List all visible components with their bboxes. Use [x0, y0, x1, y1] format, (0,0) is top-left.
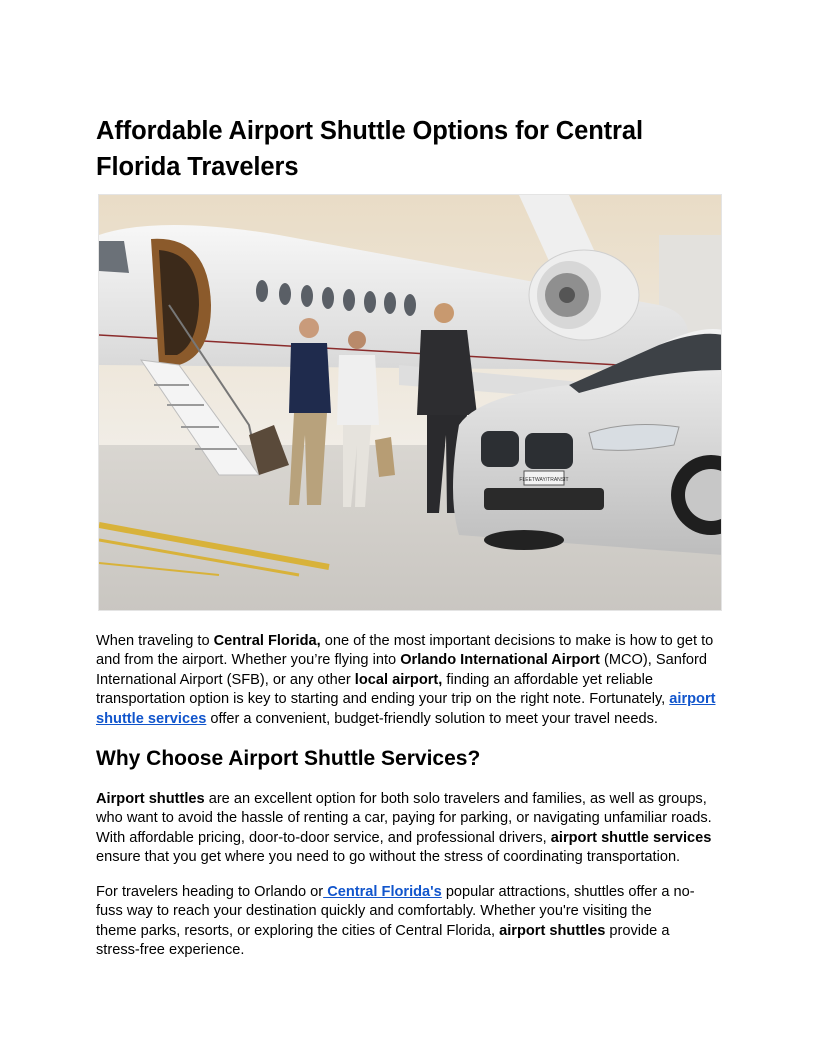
central-florida-link[interactable]: Central Florida's — [323, 884, 442, 900]
travelers-paragraph: For travelers heading to Orlando or Central Florida's popular attractions, shuttles offer a no-fuss way to reach your destination quickly and comfortably. Whether you're visiting the theme parks, resorts, or exploring the cities of Central Florida, airport shuttles provide a stress-free experience. — [96, 884, 695, 959]
section-heading: Why Choose Airport Shuttle Services? — [96, 747, 481, 770]
license-plate-text: FLEETWAY/TRANSIT — [519, 477, 569, 483]
airport-shuttle-services-link[interactable]: airport shuttle services — [96, 691, 716, 727]
intro-paragraph: When traveling to Central Florida, one of the most important decisions to make is how to get to and from the airport. Whether you’re flying into Orlando International Airport (MCO), Sanford International Airport (SFB), or any other local airport, finding an affordable yet reliable transportation option is key to starting and ending your trip on the right note. Fortunately, airport shuttle services offer a convenient, budget-friendly solution to meet your travel needs. — [96, 633, 716, 727]
private-jet-and-car-illustration — [99, 195, 722, 611]
page-title: Affordable Airport Shuttle Options for Central Florida Travelers — [96, 117, 643, 181]
hero-image — [98, 194, 722, 611]
why-choose-paragraph: Airport shuttles are an excellent option for both solo travelers and families, as well as groups, who want to avoid the hassle of renting a car, paying for parking, or navigating unfamiliar roads. With affordable pricing, door-to-door service, and professional drivers, airport shuttle services ensure that you get where you need to go without the stress of coordinating transportation. — [96, 791, 712, 866]
